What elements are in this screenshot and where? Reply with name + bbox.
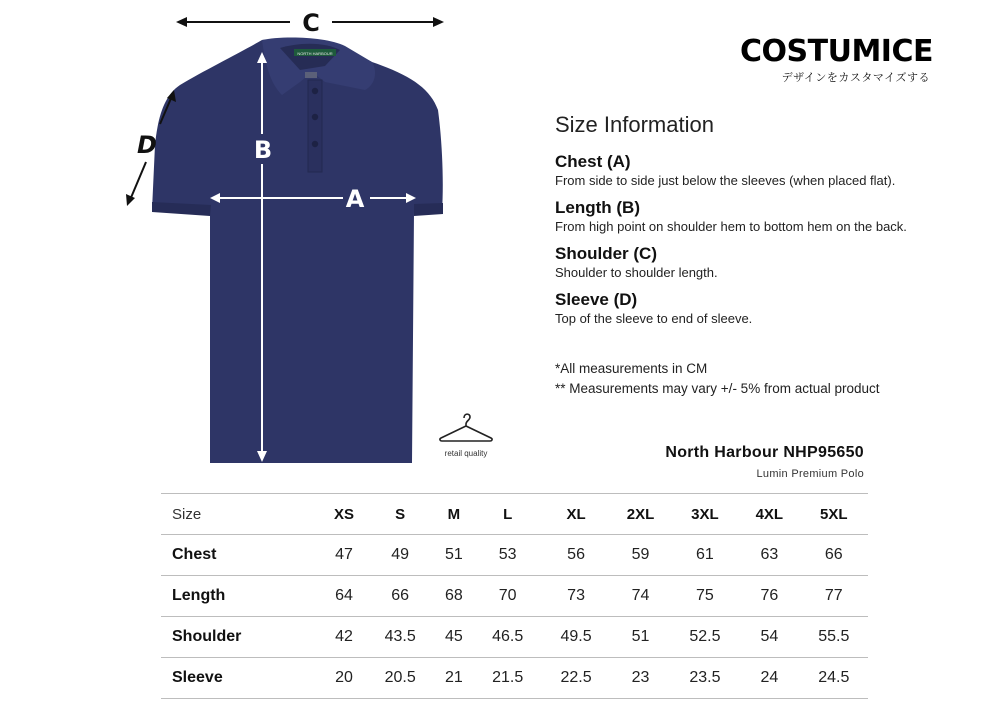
button-1 <box>312 88 318 94</box>
size-column-header: Size <box>172 505 202 523</box>
table-body <box>161 535 868 699</box>
table-cell: 64 <box>335 587 353 604</box>
table-cell: 46.5 <box>492 628 524 645</box>
table-row-sleeve <box>161 658 868 699</box>
table-cell: 59 <box>631 546 650 563</box>
definition-desc: From side to side just below the sleeves (when placed flat). <box>555 173 896 188</box>
label-a: A <box>345 185 365 213</box>
table-cell: 53 <box>498 546 517 563</box>
size-l: L <box>503 505 513 523</box>
retail-quality-badge <box>436 410 496 458</box>
collar-tag-text: NORTH HARBOUR <box>297 51 333 56</box>
label-c: C <box>302 9 320 37</box>
table-header-row <box>161 494 868 535</box>
table-cell: 21 <box>445 669 463 686</box>
brand-logo <box>740 34 933 85</box>
button-3 <box>312 141 318 147</box>
definition-shoulder <box>555 244 975 281</box>
table-cell: 55.5 <box>818 628 850 645</box>
table-cell: 52.5 <box>689 628 721 645</box>
definition-sleeve <box>555 290 975 327</box>
size-s: S <box>395 505 406 523</box>
table-cell: 63 <box>760 546 779 563</box>
table-cell: 45 <box>445 628 463 645</box>
row-label: Sleeve <box>172 669 223 686</box>
definition-term: Chest (A) <box>555 152 631 171</box>
row-label: Chest <box>172 546 217 563</box>
definition-term: Sleeve (D) <box>555 290 638 309</box>
table-cell: 49 <box>391 546 410 563</box>
table-cell: 20.5 <box>384 669 416 686</box>
size-5xl: 5XL <box>820 505 848 523</box>
table-cell: 70 <box>498 587 517 604</box>
size-label <box>305 72 317 78</box>
brand-tagline: デザインをカスタマイズする <box>781 71 930 84</box>
definition-desc: From high point on shoulder hem to bottom hem on the back. <box>555 219 907 234</box>
row-label: Length <box>172 587 226 604</box>
table-cell: 43.5 <box>384 628 416 645</box>
table-cell: 56 <box>567 546 585 563</box>
table-cell: 74 <box>631 587 650 604</box>
definition-term: Length (B) <box>555 198 640 217</box>
table-cell: 20 <box>335 669 353 686</box>
hanger-caption: retail quality <box>444 449 488 458</box>
table-cell: 47 <box>335 546 353 563</box>
table-cell: 61 <box>696 546 714 563</box>
note-variance: ** Measurements may vary +/- 5% from actual product <box>555 381 880 396</box>
table-cell: 51 <box>445 546 463 563</box>
shirt-body <box>152 39 443 463</box>
size-4xl: 4XL <box>755 505 784 523</box>
table-row-length <box>161 576 868 617</box>
size-information <box>555 112 975 336</box>
product-subtitle: Lumin Premium Polo <box>756 468 864 480</box>
table-cell: 49.5 <box>560 628 592 645</box>
table-cell: 22.5 <box>560 669 592 686</box>
note-units: *All measurements in CM <box>555 361 708 376</box>
size-m: M <box>447 505 461 523</box>
size-xl: XL <box>566 505 586 523</box>
definition-term: Shoulder (C) <box>555 244 657 263</box>
product-info <box>665 444 864 480</box>
table-cell: 21.5 <box>492 669 524 686</box>
product-name: North Harbour NHP95650 <box>665 444 864 461</box>
table-row-chest <box>161 535 868 576</box>
table-row-shoulder <box>161 617 868 658</box>
table-cell: 73 <box>567 587 585 604</box>
table-cell: 23.5 <box>689 669 721 686</box>
table-cell: 66 <box>391 587 410 604</box>
size-chart-table <box>161 493 868 699</box>
polo-shirt-diagram <box>0 0 500 480</box>
table-cell: 54 <box>760 628 779 645</box>
table-cell: 42 <box>335 628 353 645</box>
table-cell: 23 <box>631 669 650 686</box>
size-info-heading: Size Information <box>555 112 714 137</box>
table-cell: 51 <box>631 628 650 645</box>
measurement-notes <box>555 359 880 399</box>
table-cell: 77 <box>824 587 843 604</box>
label-d: D <box>137 131 157 159</box>
size-2xl: 2XL <box>626 505 655 523</box>
table-cell: 68 <box>445 587 463 604</box>
brand-wordmark: COSTUMICE <box>740 34 933 69</box>
hanger-icon <box>437 410 495 446</box>
right-cuff <box>414 203 443 216</box>
definition-length <box>555 198 975 235</box>
definition-desc: Top of the sleeve to end of sleeve. <box>555 311 753 326</box>
size-3xl: 3XL <box>691 505 719 523</box>
table-cell: 75 <box>696 587 714 604</box>
row-label: Shoulder <box>172 628 242 645</box>
size-xs: XS <box>333 505 354 523</box>
table-cell: 24.5 <box>818 669 850 686</box>
table-cell: 76 <box>760 587 779 604</box>
label-b: B <box>253 136 273 164</box>
definition-chest <box>555 152 975 189</box>
table-cell: 24 <box>760 669 779 686</box>
definition-desc: Shoulder to shoulder length. <box>555 265 718 280</box>
table-cell: 66 <box>824 546 843 563</box>
button-2 <box>312 114 318 120</box>
